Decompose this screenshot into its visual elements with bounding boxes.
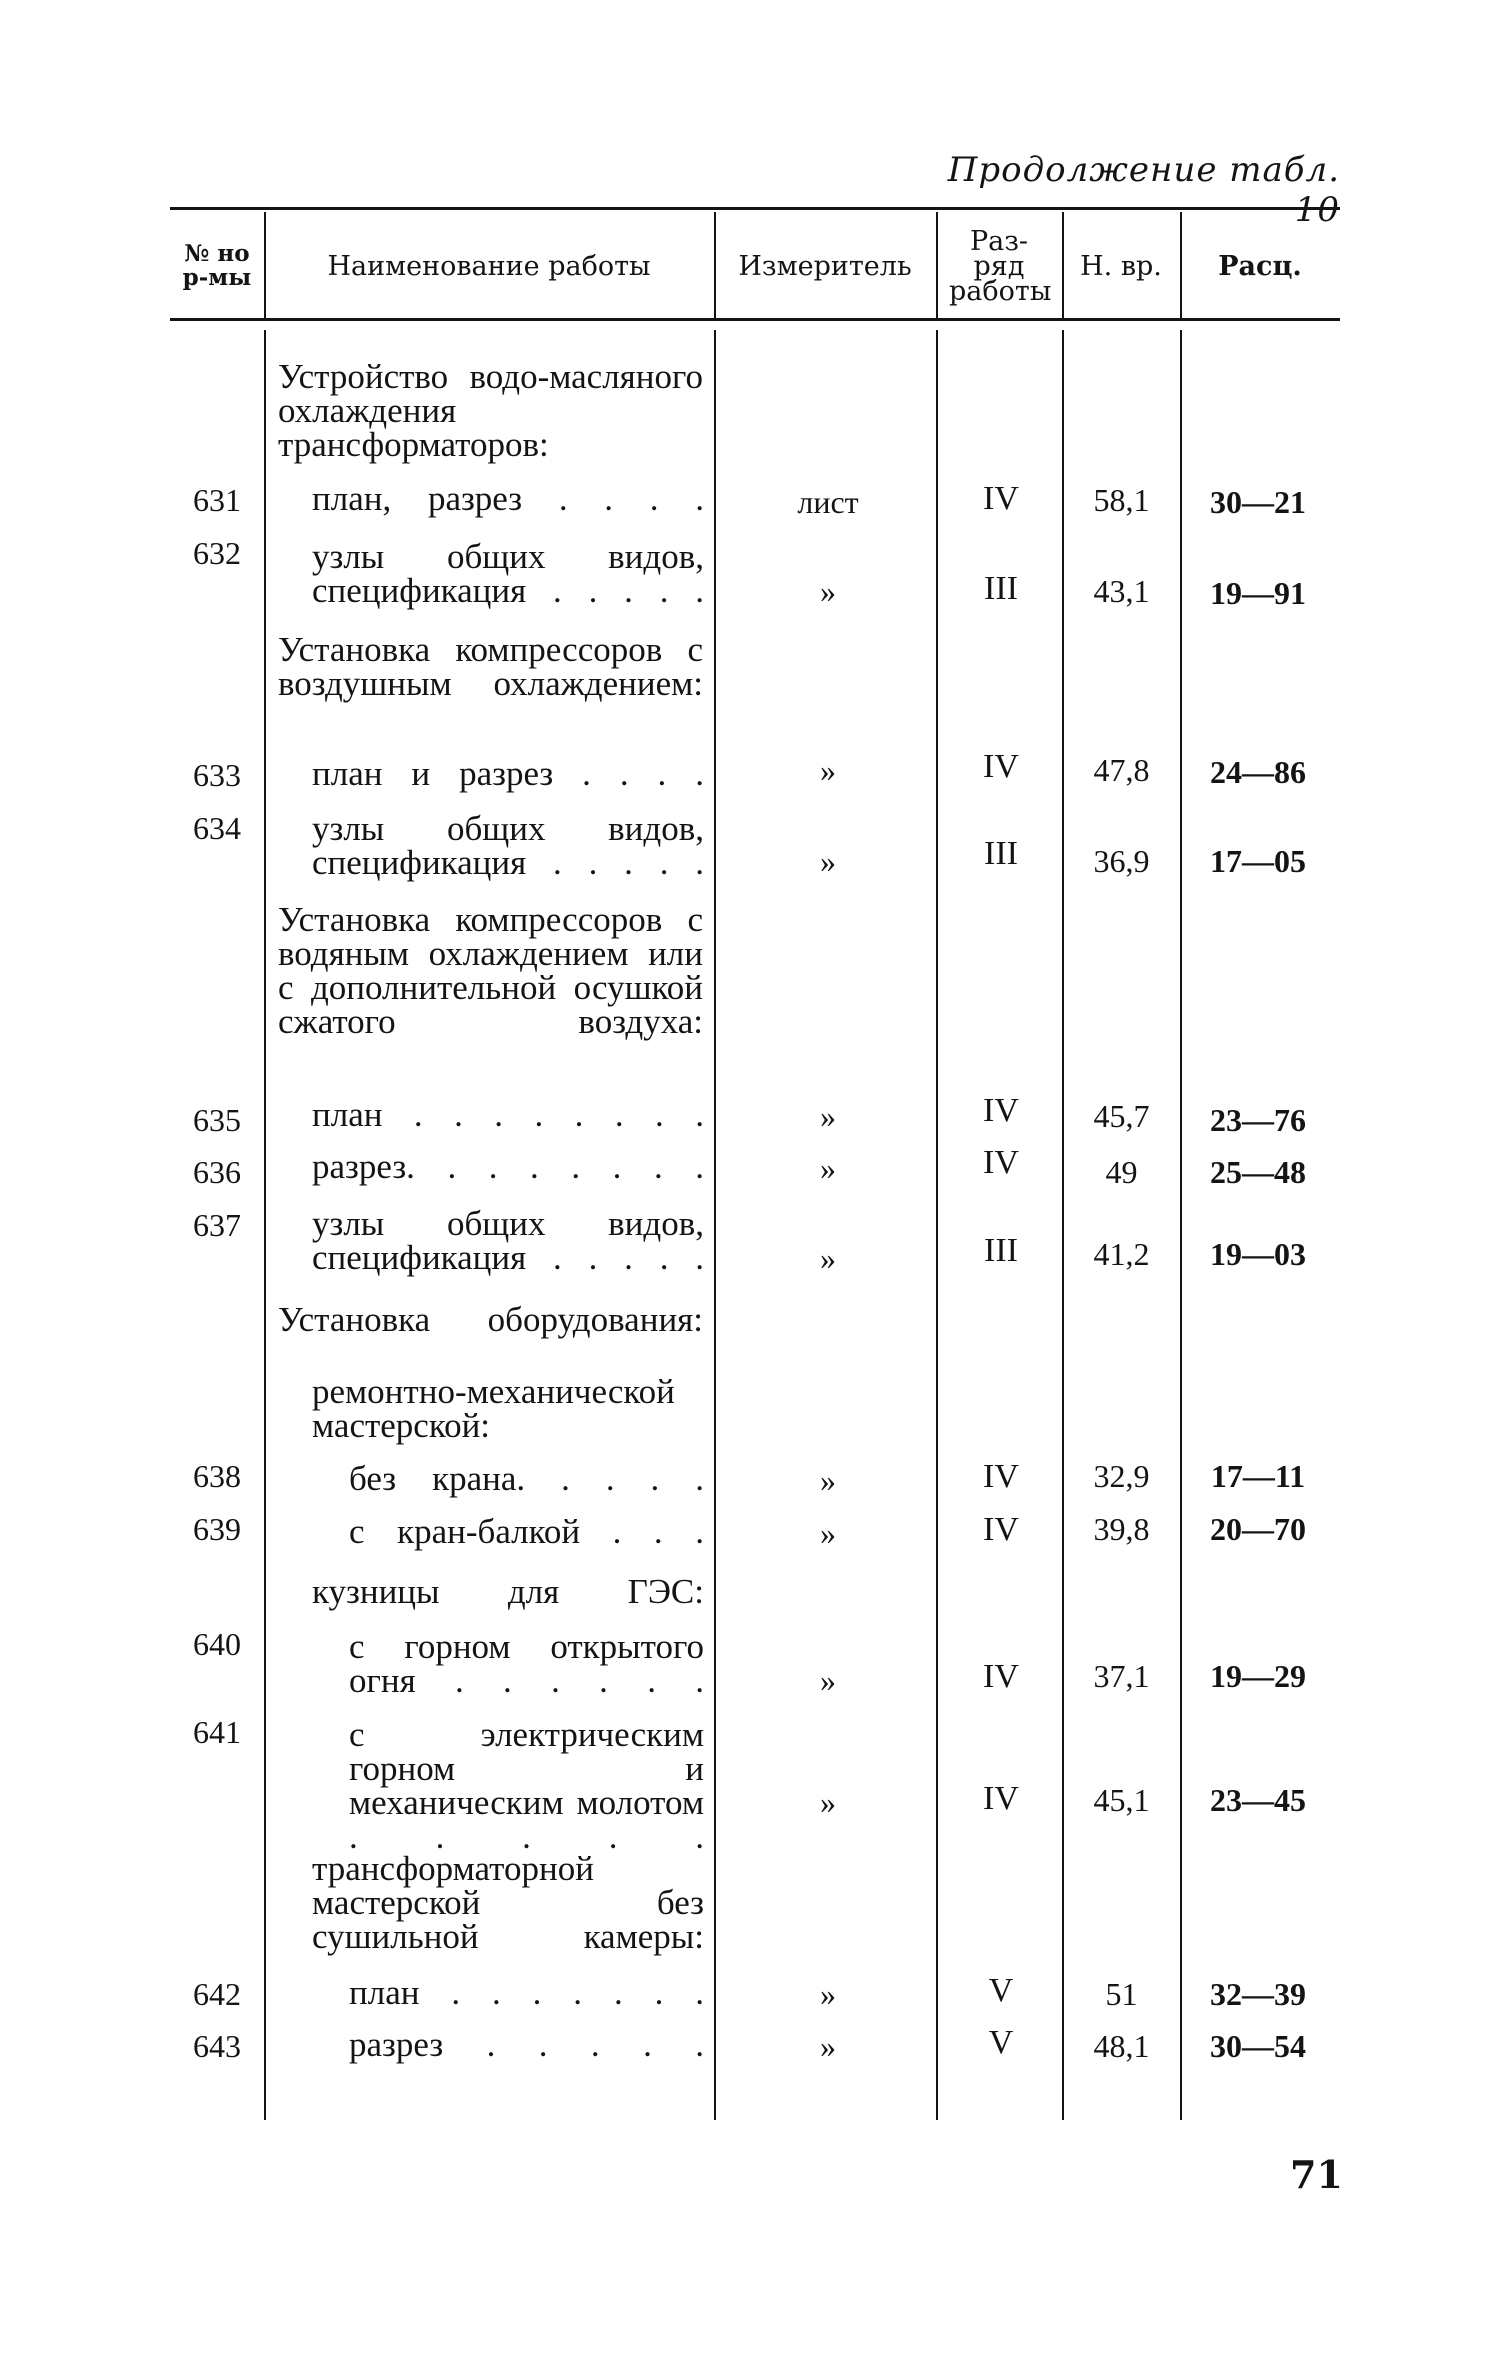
row-number: 632: [193, 535, 241, 571]
row-measure: »: [820, 2028, 836, 2064]
row-measure: лист: [797, 484, 859, 520]
row-category: III: [984, 1232, 1018, 1269]
row-name: узлы общих видов, спецификация . . . . .: [312, 1204, 704, 1277]
row-name: план, разрез . . . .: [312, 479, 704, 518]
row-time: 32,9: [1093, 1458, 1150, 1494]
row-rate: 24—86: [1210, 754, 1306, 790]
row-rate: 19—03: [1210, 1236, 1306, 1272]
row-category: IV: [983, 1658, 1019, 1695]
row-rate: 20—70: [1210, 1511, 1306, 1547]
row-measure: »: [820, 1240, 836, 1276]
row-rate: 30—21: [1210, 484, 1306, 520]
row-measure: »: [820, 1150, 836, 1186]
row-name: с горном открытого огня . . . . . .: [349, 1627, 704, 1700]
row-name: план . . . . . . .: [349, 1973, 704, 2012]
group-heading: Установка компрессоров с воздушным охлаждением:: [278, 630, 703, 703]
row-number: 637: [193, 1207, 241, 1243]
row-rate: 19—91: [1210, 575, 1306, 611]
group-heading: кузницы для ГЭС:: [312, 1572, 704, 1611]
row-rate: 25—48: [1210, 1154, 1306, 1190]
row-name: разрез . . . . .: [349, 2025, 704, 2064]
row-time: 49: [1105, 1154, 1138, 1190]
row-number: 640: [193, 1626, 241, 1662]
header-category-text: Раз-ряд работы: [949, 225, 1052, 307]
body-divider: [1180, 330, 1182, 2120]
table-caption: Продолжение табл. 10: [947, 150, 1340, 230]
row-number: 634: [193, 810, 241, 846]
row-rate: 32—39: [1210, 1976, 1306, 2012]
header-rate: [1182, 212, 1338, 320]
row-measure: »: [820, 573, 836, 609]
body-divider: [264, 330, 266, 2120]
row-number: 631: [193, 482, 241, 518]
row-name: с кран-балкой . . .: [349, 1512, 704, 1551]
row-number: 635: [193, 1102, 241, 1138]
row-time: 58,1: [1093, 482, 1150, 518]
row-time: 45,1: [1093, 1782, 1150, 1818]
row-number: 636: [193, 1154, 241, 1190]
row-name: узлы общих видов, спецификация . . . . .: [312, 537, 704, 610]
row-measure: »: [820, 843, 836, 879]
group-heading: ремонтно-механической мастерской:: [312, 1372, 675, 1445]
row-time: 45,7: [1093, 1098, 1150, 1134]
header-time: [1064, 212, 1178, 320]
row-category: IV: [983, 1458, 1019, 1495]
row-rate: 23—45: [1210, 1782, 1306, 1818]
row-category: IV: [983, 1092, 1019, 1129]
row-category: III: [984, 835, 1018, 872]
row-time: 41,2: [1093, 1236, 1150, 1272]
row-rate: 30—54: [1210, 2028, 1306, 2064]
row-measure: »: [820, 1515, 836, 1551]
row-category: IV: [983, 480, 1019, 517]
row-name: разрез. . . . . . . .: [312, 1147, 704, 1186]
row-measure: »: [820, 1976, 836, 2012]
row-time: 47,8: [1093, 752, 1150, 788]
row-name: узлы общих видов, спецификация . . . . .: [312, 809, 704, 882]
row-measure: »: [820, 752, 836, 788]
row-category: V: [988, 1972, 1014, 2009]
row-time: 39,8: [1093, 1511, 1150, 1547]
row-rate: 17—05: [1210, 843, 1306, 879]
row-time: 51: [1105, 1976, 1138, 2012]
row-measure: »: [820, 1662, 836, 1698]
row-category: IV: [983, 1144, 1019, 1181]
row-category: IV: [983, 1511, 1019, 1548]
header-category: [938, 212, 1060, 320]
header-name: [266, 212, 712, 320]
row-time: 36,9: [1093, 843, 1150, 879]
row-time: 43,1: [1093, 573, 1150, 609]
row-measure: »: [820, 1098, 836, 1134]
row-time: 37,1: [1093, 1658, 1150, 1694]
table-top-rule: [170, 207, 1340, 210]
row-rate: 23—76: [1210, 1102, 1306, 1138]
row-number: 643: [193, 2028, 241, 2064]
row-number: 639: [193, 1511, 241, 1547]
row-category: III: [984, 570, 1018, 607]
row-number: 633: [193, 757, 241, 793]
header-measure: [716, 212, 934, 320]
row-number: 638: [193, 1458, 241, 1494]
header-number: [172, 212, 262, 320]
row-measure: »: [820, 1784, 836, 1820]
row-name: с электрическим горном и механическим молотом . . . . .: [349, 1715, 704, 1856]
row-name: план и разрез . . . .: [312, 754, 704, 793]
row-name: без крана. . . . .: [349, 1459, 704, 1498]
row-category: V: [988, 2024, 1014, 2061]
header-measure-text: Измеритель: [738, 250, 912, 282]
row-name: план . . . . . . . .: [312, 1095, 704, 1134]
group-heading: трансформаторной мастерской без сушильной камеры:: [312, 1849, 704, 1956]
row-rate: 17—11: [1210, 1458, 1306, 1494]
row-rate: 19—29: [1210, 1658, 1306, 1694]
group-heading: Устройство водо-масляного охлаждения трансформаторов:: [278, 357, 703, 464]
header-time-text: Н. вр.: [1080, 250, 1162, 282]
header-number-text: № нор-мы: [182, 240, 252, 291]
row-category: IV: [983, 1780, 1019, 1817]
group-heading: Установка оборудования:: [278, 1300, 703, 1339]
row-number: 642: [193, 1976, 241, 2012]
row-category: IV: [983, 748, 1019, 785]
group-heading: Установка компрессоров с водяным охлаждением или с дополнительной осушкой сжатого воздуха:: [278, 900, 703, 1041]
header-rate-text: Расц.: [1218, 250, 1302, 282]
page-number: 71: [1290, 2152, 1343, 2197]
header-name-text: Наименование работы: [327, 250, 651, 282]
row-number: 641: [193, 1714, 241, 1750]
row-time: 48,1: [1093, 2028, 1150, 2064]
body-divider: [714, 330, 716, 2120]
row-measure: »: [820, 1462, 836, 1498]
